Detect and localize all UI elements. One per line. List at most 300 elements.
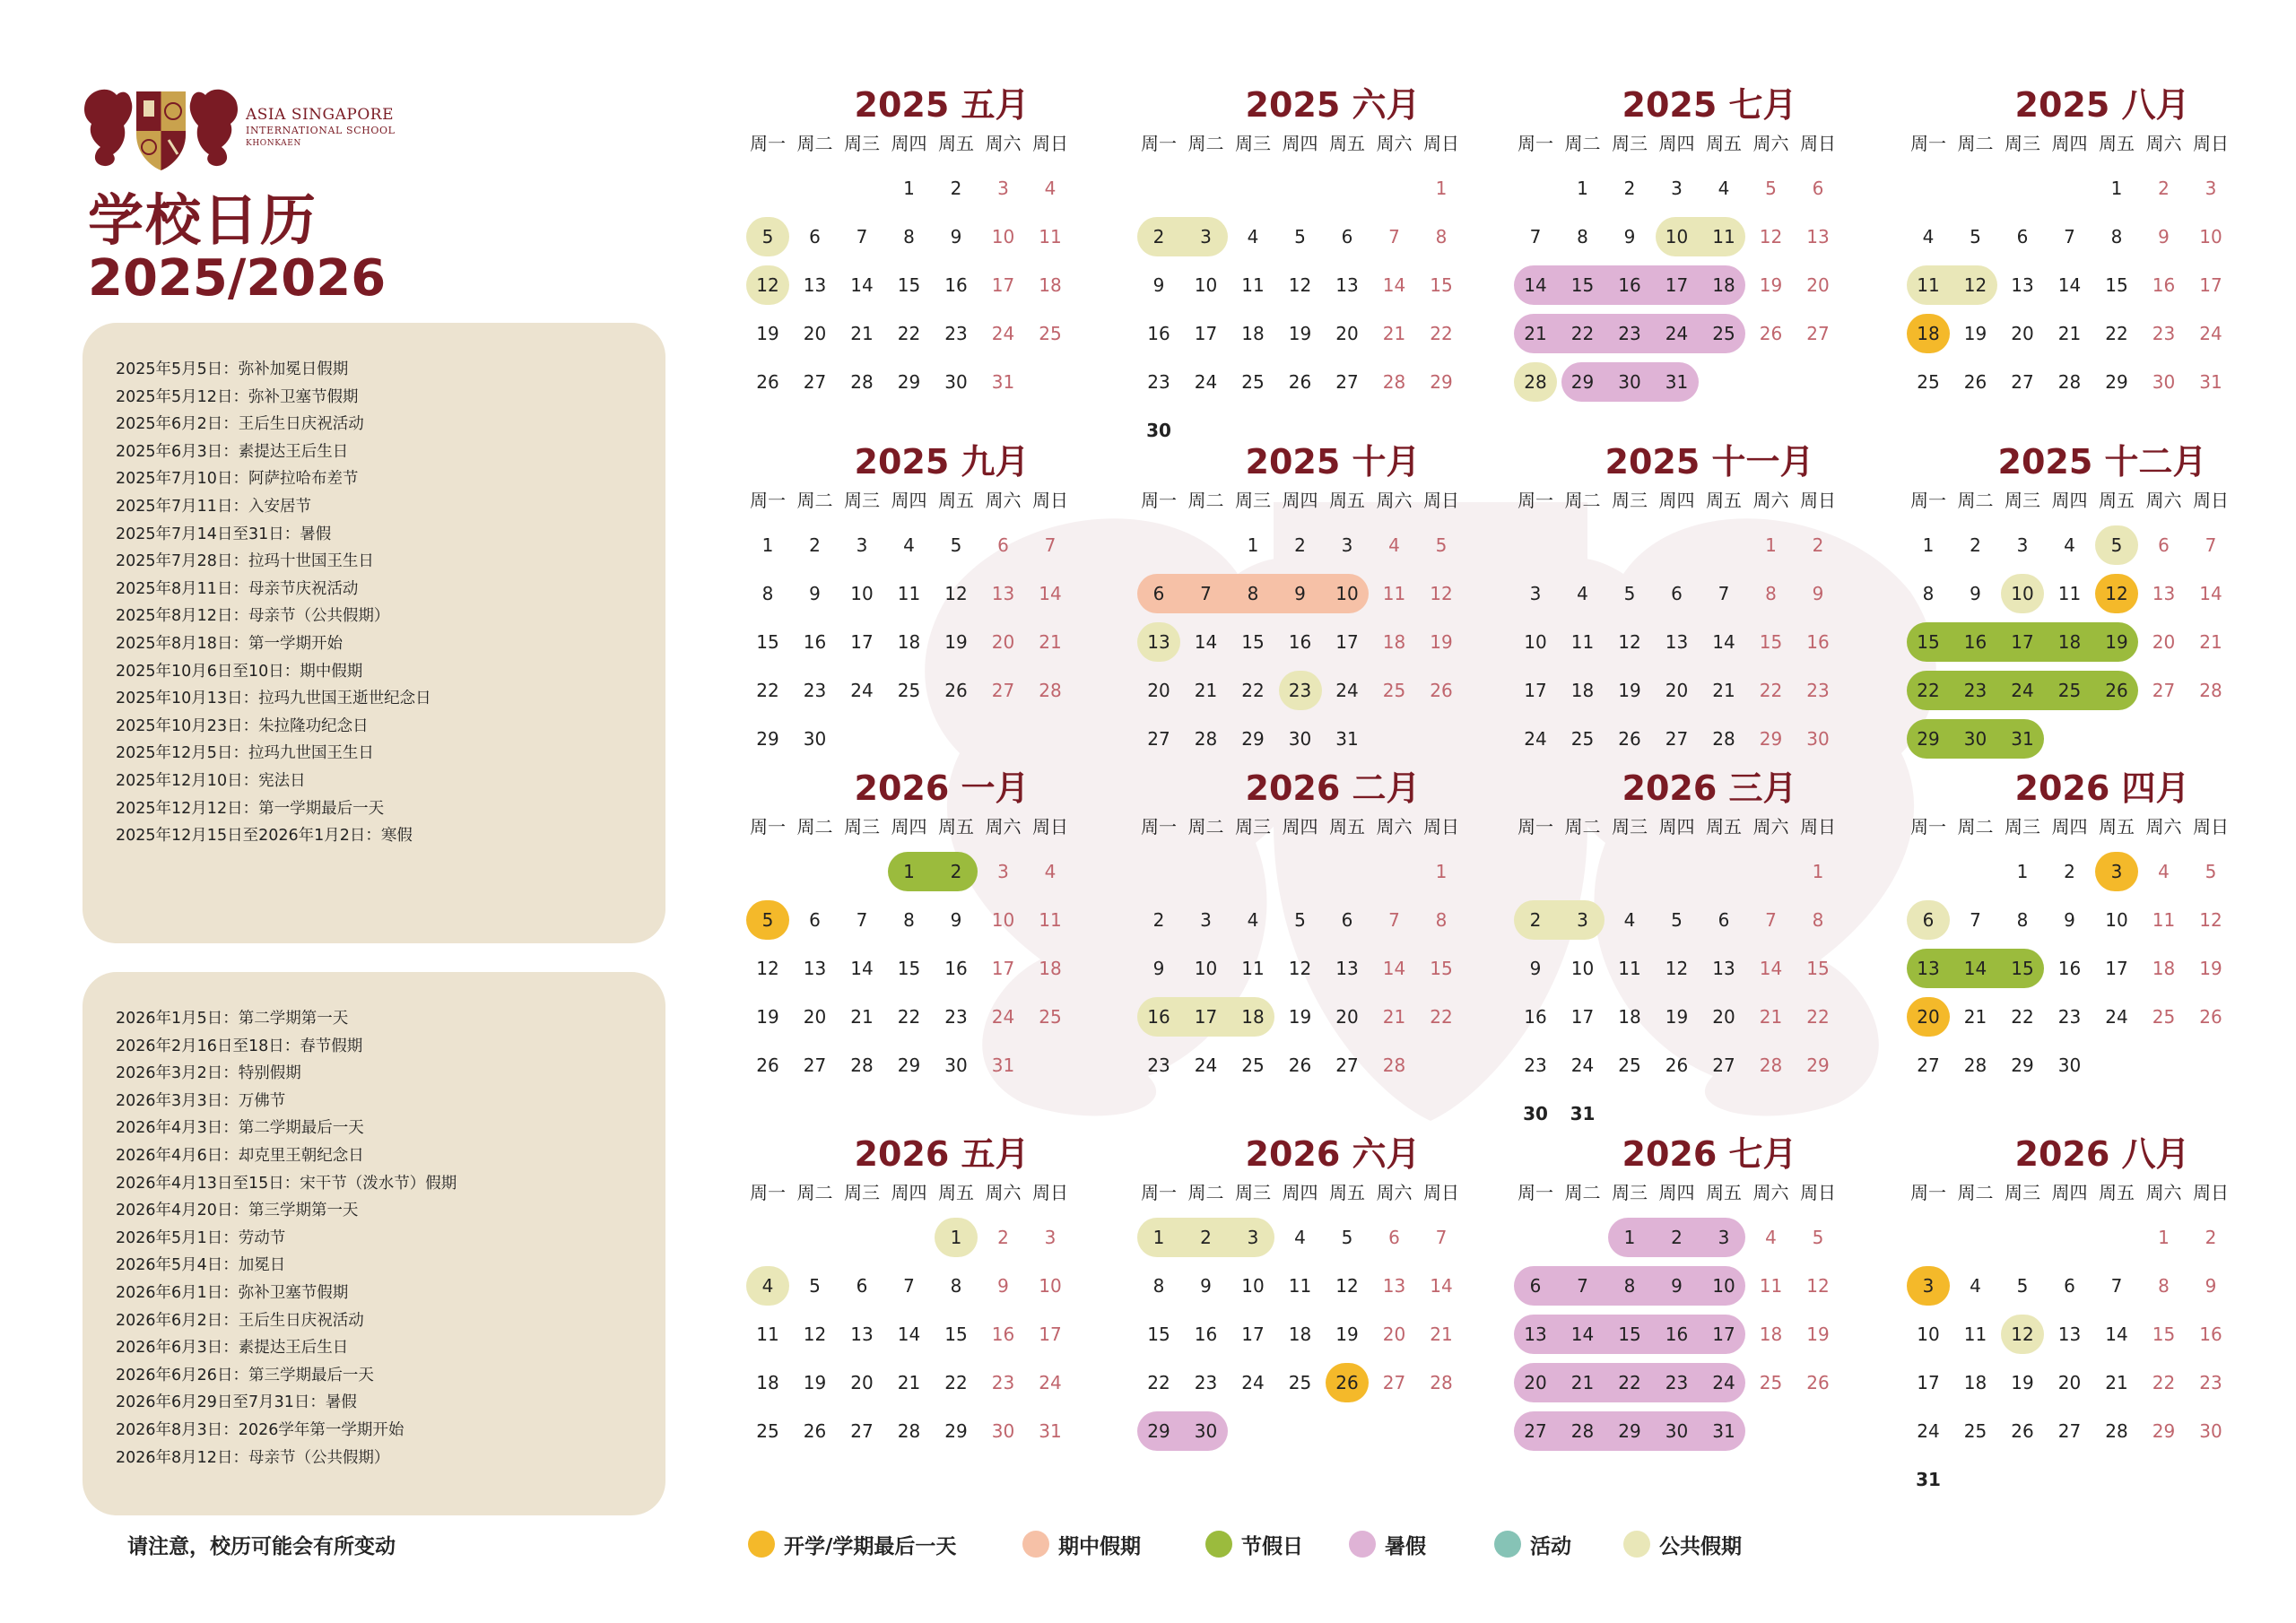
calendar-day: 23 (1288, 680, 1312, 701)
event-item: 2026年1月5日：第二学期第一天 (116, 1010, 349, 1028)
weekday-label: 周四 (891, 133, 927, 154)
weekday-label: 周一 (1910, 133, 1946, 154)
calendar-day: 5 (1812, 1227, 1824, 1248)
calendar-day: 16 (1524, 1006, 1547, 1028)
calendar-day: 2 (1671, 1227, 1683, 1248)
weekday-label: 周三 (2005, 816, 2040, 838)
calendar-day: 29 (897, 371, 921, 393)
calendar-day: 23 (944, 323, 968, 344)
calendar-day: 22 (1430, 1006, 1453, 1028)
calendar-day: 28 (1194, 728, 1218, 750)
calendar-day: 28 (1039, 680, 1062, 701)
calendar-day: 27 (2057, 1420, 2082, 1442)
month-title: 2025 十二月 (1997, 442, 2207, 482)
calendar-day: 25 (1382, 680, 1406, 701)
calendar-day: 9 (1812, 583, 1824, 604)
calendar-day: 10 (1194, 958, 1218, 979)
calendar-day: 9 (997, 1275, 1009, 1297)
calendar-day: 28 (2105, 1420, 2128, 1442)
calendar-day: 1 (950, 1227, 962, 1248)
calendar-day: 12 (756, 958, 779, 979)
calendar-day: 22 (2011, 1006, 2034, 1028)
weekday-label: 周一 (1141, 816, 1177, 838)
calendar-day: 26 (2105, 680, 2128, 701)
calendar-day: 19 (1665, 1006, 1689, 1028)
calendar-day: 28 (1963, 1055, 1987, 1076)
calendar-day: 24 (1570, 1055, 1595, 1076)
calendar-day: 2 (2205, 1227, 2217, 1248)
calendar-day: 30 (1146, 420, 1171, 441)
calendar-day: 25 (1759, 1372, 1783, 1393)
calendar-day: 20 (1806, 274, 1830, 296)
calendar-day: 18 (1241, 1006, 1265, 1028)
calendar-day: 26 (1288, 1055, 1312, 1076)
calendar-day: 1 (1765, 534, 1777, 556)
weekday-label: 周六 (985, 1182, 1022, 1203)
calendar-day: 21 (1039, 631, 1062, 653)
event-item: 2025年7月11日：入安居节 (116, 498, 311, 516)
calendar-day: 16 (1806, 631, 1830, 653)
event-item: 2025年7月10日：阿萨拉哈布差节 (116, 470, 359, 489)
calendar-day: 10 (991, 226, 1015, 247)
calendar-day: 11 (1712, 226, 1735, 247)
calendar-day: 19 (2011, 1372, 2034, 1393)
month-title: 2026 八月 (2014, 1134, 2190, 1174)
calendar-day: 12 (756, 274, 779, 296)
calendar-day: 6 (1152, 583, 1165, 604)
calendar-day: 30 (803, 728, 827, 750)
calendar-day: 15 (2105, 274, 2128, 296)
calendar-day: 21 (1712, 680, 1735, 701)
event-item: 2025年6月3日：素提达王后生日 (116, 442, 349, 461)
calendar-day: 31 (1039, 1420, 1062, 1442)
calendar-day: 7 (903, 1275, 915, 1297)
weekday-label: 周一 (750, 816, 786, 838)
calendar-day: 11 (897, 583, 921, 604)
event-item: 2025年7月14日至31日：暑假 (116, 525, 332, 543)
calendar-day: 8 (1623, 1275, 1636, 1297)
calendar-day: 3 (1200, 226, 1212, 247)
calendar-day: 27 (1917, 1055, 1940, 1076)
calendar-day: 6 (1388, 1227, 1400, 1248)
calendar-day: 6 (2016, 226, 2029, 247)
calendar-day: 1 (1152, 1227, 1165, 1248)
calendar-day: 6 (1341, 226, 1353, 247)
calendar-day: 10 (1570, 958, 1595, 979)
calendar-day: 16 (2152, 274, 2176, 296)
weekday-label: 周一 (1141, 490, 1177, 511)
calendar-day: 8 (1435, 909, 1448, 931)
calendar-day: 7 (1970, 909, 1981, 931)
calendar-day: 18 (1382, 631, 1406, 653)
event-item: 2026年3月2日：特别假期 (116, 1064, 301, 1083)
event-item: 2025年10月13日：拉玛九世国王逝世纪念日 (116, 690, 431, 708)
calendar-day: 4 (1247, 909, 1259, 931)
calendar-day: 9 (2064, 909, 2075, 931)
weekday-label: 周三 (1235, 490, 1271, 511)
calendar-day: 14 (897, 1324, 921, 1345)
calendar-day: 14 (1712, 631, 1735, 653)
calendar-day: 19 (2199, 958, 2222, 979)
weekday-label: 周三 (2005, 1182, 2040, 1203)
calendar-day: 10 (1665, 226, 1689, 247)
calendar-day: 20 (803, 323, 827, 344)
weekday-label: 周三 (1235, 816, 1271, 838)
weekday-label: 周二 (1957, 816, 1994, 838)
weekday-label: 周六 (1752, 133, 1789, 154)
weekday-label: 周四 (1282, 816, 1318, 838)
calendar-day: 30 (2152, 371, 2176, 393)
calendar-day: 30 (1618, 371, 1641, 393)
weekday-label: 周三 (1612, 816, 1648, 838)
calendar-day: 28 (2057, 371, 2082, 393)
weekday-label: 周二 (1187, 1182, 1224, 1203)
weekday-label: 周五 (1329, 133, 1365, 154)
calendar-day: 15 (1430, 958, 1453, 979)
calendar-day: 2 (1152, 226, 1165, 247)
calendar-day: 7 (1200, 583, 1212, 604)
calendar-day: 12 (1963, 274, 1987, 296)
weekday-label: 周四 (891, 1182, 927, 1203)
weekday-label: 周日 (1423, 490, 1459, 511)
calendar-day: 10 (1917, 1324, 1940, 1345)
calendar-day: 22 (1618, 1372, 1641, 1393)
calendar-day: 22 (1241, 680, 1265, 701)
calendar-day: 26 (803, 1420, 827, 1442)
calendar-day: 22 (944, 1372, 968, 1393)
calendar-day: 6 (1341, 909, 1353, 931)
calendar-day: 2 (1812, 534, 1824, 556)
calendar-day: 18 (1712, 274, 1735, 296)
calendar-day: 25 (1241, 371, 1265, 393)
calendar-day: 16 (2057, 958, 2082, 979)
weekday-label: 周三 (844, 1182, 880, 1203)
weekday-label: 周一 (1910, 490, 1946, 511)
weekday-label: 周一 (1518, 1182, 1553, 1203)
calendar-day: 29 (756, 728, 779, 750)
calendar-day: 24 (1665, 323, 1689, 344)
calendar-day: 23 (1147, 371, 1170, 393)
month-title: 2026 三月 (1622, 768, 1797, 808)
calendar-day: 26 (1288, 371, 1312, 393)
month-title: 2025 六月 (1245, 85, 1421, 125)
calendar-day: 6 (1718, 909, 1730, 931)
calendar-day: 30 (1288, 728, 1312, 750)
calendar-day: 7 (2110, 1275, 2123, 1297)
calendar-day: 18 (1759, 1324, 1783, 1345)
calendar-day: 25 (1917, 371, 1940, 393)
calendar-day: 20 (2057, 1372, 2082, 1393)
calendar-day: 1 (761, 534, 774, 556)
school-name-line2: INTERNATIONAL SCHOOL (246, 125, 396, 136)
weekday-label: 周日 (1032, 816, 1068, 838)
calendar-day: 1 (1623, 1227, 1636, 1248)
calendar-day: 16 (1288, 631, 1312, 653)
calendar-day: 5 (1623, 583, 1636, 604)
event-item: 2025年6月2日：王后生日庆祝活动 (116, 415, 364, 434)
calendar-day: 29 (2152, 1420, 2176, 1442)
calendar-day: 5 (2016, 1275, 2029, 1297)
calendar-day: 17 (1194, 1006, 1218, 1028)
calendar-day: 21 (1963, 1006, 1987, 1028)
calendar-day: 27 (1335, 371, 1359, 393)
calendar-day: 17 (991, 274, 1015, 296)
calendar-day: 28 (1759, 1055, 1783, 1076)
calendar-day: 14 (1759, 958, 1783, 979)
weekday-label: 周四 (1658, 816, 1695, 838)
calendar-day: 28 (1524, 371, 1547, 393)
calendar-day: 8 (1577, 226, 1588, 247)
calendar-day: 14 (850, 274, 874, 296)
calendar-day: 3 (1200, 909, 1212, 931)
calendar-day: 14 (2199, 583, 2222, 604)
weekday-label: 周四 (1658, 133, 1695, 154)
weekday-label: 周三 (1612, 133, 1648, 154)
weekday-label: 周四 (1282, 490, 1318, 511)
calendar-day: 15 (756, 631, 779, 653)
legend-label: 节假日 (1241, 1535, 1303, 1558)
calendar-day: 13 (1665, 631, 1689, 653)
calendar-day: 7 (1044, 534, 1057, 556)
calendar-day: 13 (2011, 274, 2034, 296)
calendar-day: 13 (1712, 958, 1735, 979)
calendar-day: 27 (1147, 728, 1170, 750)
calendar-day: 7 (856, 909, 868, 931)
calendar-day: 3 (1718, 1227, 1730, 1248)
weekday-label: 周六 (1752, 816, 1789, 838)
weekday-label: 周三 (2005, 133, 2040, 154)
weekday-label: 周六 (2145, 133, 2182, 154)
event-item: 2025年12月10日：宪法日 (116, 772, 306, 790)
calendar-day: 25 (1288, 1372, 1312, 1393)
weekday-label: 周三 (2005, 490, 2040, 511)
calendar-day: 13 (1806, 226, 1830, 247)
weekday-label: 周三 (1612, 1182, 1648, 1203)
calendar-day: 29 (897, 1055, 921, 1076)
weekday-label: 周六 (985, 816, 1022, 838)
calendar-day: 1 (903, 861, 915, 882)
calendar-day: 2 (2064, 861, 2075, 882)
calendar-day: 8 (1765, 583, 1777, 604)
calendar-day: 17 (1917, 1372, 1940, 1393)
calendar-day: 23 (2057, 1006, 2082, 1028)
calendar-day: 25 (2057, 680, 2082, 701)
calendar-day: 19 (803, 1372, 827, 1393)
calendar-day: 2 (950, 861, 962, 882)
event-item: 2026年2月16日至18日：春节假期 (116, 1037, 363, 1055)
calendar-day: 27 (803, 371, 827, 393)
weekday-label: 周三 (844, 816, 880, 838)
event-item: 2026年8月12日：母亲节（公共假期） (116, 1448, 390, 1467)
weekday-label: 周五 (2099, 133, 2135, 154)
calendar-day: 22 (1806, 1006, 1830, 1028)
calendar-day: 30 (944, 371, 968, 393)
calendar-day: 27 (1335, 1055, 1359, 1076)
month-calendar (1905, 439, 2296, 780)
calendar-day: 13 (850, 1324, 874, 1345)
calendar-day: 9 (1623, 226, 1636, 247)
calendar-day: 29 (1618, 1420, 1641, 1442)
calendar-day: 8 (2016, 909, 2029, 931)
calendar-day: 4 (1577, 583, 1588, 604)
weekday-label: 周五 (938, 133, 974, 154)
calendar-day: 31 (1335, 728, 1359, 750)
calendar-day: 26 (1430, 680, 1453, 701)
calendar-day: 21 (1382, 1006, 1406, 1028)
calendar-day: 23 (803, 680, 827, 701)
calendar-day: 4 (903, 534, 915, 556)
calendar-day: 19 (756, 323, 779, 344)
weekday-label: 周五 (938, 816, 974, 838)
calendar-day: 21 (2057, 323, 2082, 344)
calendar-day: 5 (1970, 226, 1981, 247)
calendar-day: 12 (944, 583, 968, 604)
calendar-day: 9 (950, 226, 962, 247)
calendar-day: 17 (1335, 631, 1359, 653)
weekday-label: 周一 (1141, 133, 1177, 154)
event-item: 2025年10月23日：朱拉隆功纪念日 (116, 716, 369, 735)
legend-swatch-icon (1623, 1531, 1650, 1558)
weekday-label: 周日 (1423, 816, 1459, 838)
calendar-day: 9 (1970, 583, 1981, 604)
calendar-day: 18 (897, 631, 921, 653)
month-title: 2025 五月 (854, 85, 1030, 125)
month-calendar (1135, 766, 1530, 1107)
calendar-day: 7 (1765, 909, 1777, 931)
calendar-day: 20 (1147, 680, 1170, 701)
calendar-day: 9 (1294, 583, 1306, 604)
weekday-label: 周五 (938, 490, 974, 511)
calendar-day: 10 (850, 583, 874, 604)
calendar-day: 12 (1288, 958, 1312, 979)
event-item: 2026年4月3日：第二学期最后一天 (116, 1119, 364, 1138)
calendar-day: 20 (2011, 323, 2034, 344)
calendar-day: 25 (2152, 1006, 2176, 1028)
calendar-day: 24 (1039, 1372, 1062, 1393)
calendar-day: 6 (809, 909, 821, 931)
change-note: 请注意，校历可能会有所变动 (127, 1535, 396, 1558)
calendar-day: 22 (2105, 323, 2128, 344)
calendar-day: 10 (1194, 274, 1218, 296)
calendar-day: 31 (1665, 371, 1689, 393)
calendar-day: 11 (1618, 958, 1641, 979)
calendar-day: 23 (1524, 1055, 1547, 1076)
calendar-day: 27 (2152, 680, 2176, 701)
calendar-day: 8 (1247, 583, 1259, 604)
calendar-day: 2 (2158, 178, 2170, 199)
calendar-day: 19 (1806, 1324, 1830, 1345)
event-item: 2026年4月13日至15日：宋干节（泼水节）假期 (116, 1174, 457, 1193)
weekday-label: 周一 (1910, 816, 1946, 838)
calendar-day: 3 (1529, 583, 1542, 604)
weekday-label: 周一 (1910, 1182, 1946, 1203)
legend-swatch-icon (1022, 1531, 1049, 1558)
weekday-label: 周二 (1957, 1182, 1994, 1203)
calendar-day: 7 (1388, 226, 1400, 247)
calendar-day: 15 (1570, 274, 1595, 296)
calendar-day: 1 (1922, 534, 1935, 556)
calendar-day: 7 (1718, 583, 1730, 604)
calendar-day: 7 (1577, 1275, 1588, 1297)
calendar-day: 26 (2011, 1420, 2034, 1442)
calendar-day: 6 (809, 226, 821, 247)
calendar-day: 2 (1970, 534, 1981, 556)
calendar-day: 28 (850, 371, 874, 393)
weekday-label: 周一 (750, 1182, 786, 1203)
calendar-day: 18 (1618, 1006, 1641, 1028)
calendar-day: 21 (2199, 631, 2222, 653)
events-panel-2026 (83, 972, 665, 1515)
calendar-day: 7 (1388, 909, 1400, 931)
legend-label: 暑假 (1385, 1535, 1426, 1558)
calendar-day: 20 (991, 631, 1015, 653)
calendar-day: 22 (1570, 323, 1595, 344)
legend-swatch-icon (1205, 1531, 1232, 1558)
calendar-day: 20 (1524, 1372, 1547, 1393)
calendar-day: 5 (1765, 178, 1777, 199)
calendar-day: 24 (1524, 728, 1547, 750)
school-name-line3: KHONKAEN (246, 139, 301, 148)
calendar-day: 13 (991, 583, 1015, 604)
calendar-day: 19 (1618, 680, 1641, 701)
calendar-day: 24 (1194, 1055, 1218, 1076)
weekday-label: 周五 (2099, 816, 2135, 838)
calendar-day: 26 (1335, 1372, 1359, 1393)
calendar-day: 24 (2199, 323, 2222, 344)
calendar-day: 12 (2199, 909, 2222, 931)
month-calendar (1135, 1132, 1530, 1472)
calendar-day: 5 (761, 226, 774, 247)
weekday-label: 周六 (985, 133, 1022, 154)
event-item: 2025年12月15日至2026年1月2日：寒假 (116, 827, 413, 846)
calendar-day: 29 (1759, 728, 1783, 750)
calendar-day: 5 (950, 534, 962, 556)
calendar-day: 12 (1430, 583, 1453, 604)
calendar-day: 4 (1044, 178, 1057, 199)
calendar-day: 2 (997, 1227, 1009, 1248)
calendar-day: 15 (1147, 1324, 1170, 1345)
calendar-day: 4 (1922, 226, 1935, 247)
weekday-label: 周二 (796, 816, 833, 838)
calendar-day: 27 (850, 1420, 874, 1442)
calendar-day: 25 (1963, 1420, 1987, 1442)
calendar-day: 27 (1665, 728, 1689, 750)
calendar-day: 10 (2011, 583, 2034, 604)
calendar-day: 26 (1665, 1055, 1689, 1076)
calendar-day: 9 (809, 583, 821, 604)
calendar-day: 27 (1524, 1420, 1547, 1442)
calendar-day: 22 (756, 680, 779, 701)
calendar-day: 3 (997, 861, 1009, 882)
calendar-day: 10 (1335, 583, 1359, 604)
calendar-day: 12 (1288, 274, 1312, 296)
calendar-day: 16 (1194, 1324, 1218, 1345)
calendar-day: 28 (1382, 1055, 1406, 1076)
calendar-day: 1 (2016, 861, 2029, 882)
month-title: 2025 七月 (1622, 85, 1797, 125)
calendar-day: 6 (1671, 583, 1683, 604)
weekday-label: 周日 (1800, 1182, 1836, 1203)
calendar-day: 4 (1247, 226, 1259, 247)
calendar-day: 31 (2199, 371, 2222, 393)
month-calendar (1905, 82, 2296, 423)
calendar-day: 14 (1382, 958, 1406, 979)
calendar-day: 6 (1812, 178, 1824, 199)
calendar-day: 12 (1618, 631, 1641, 653)
calendar-day: 16 (944, 958, 968, 979)
legend-label: 活动 (1530, 1535, 1571, 1558)
month-calendar (1512, 1132, 1907, 1472)
